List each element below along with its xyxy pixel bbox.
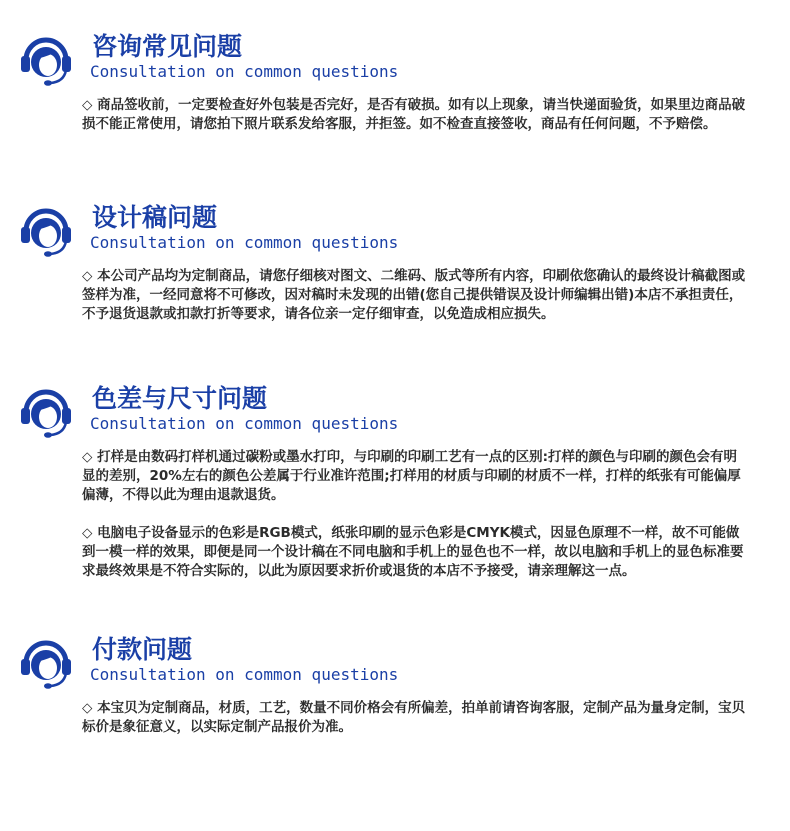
section-title: 设计稿问题 — [92, 203, 218, 232]
section-subtitle: Consultation on common questions — [90, 233, 399, 252]
section-paragraph: ◇ 本宝贝为定制商品，材质，工艺，数量不同价格会有所偏差，拍单前请咨询客服，定制产品为量身定制，宝贝标价是象征意义，以实际定制产品报价为准。 — [82, 700, 746, 735]
section-subtitle: Consultation on common questions — [90, 62, 399, 81]
section-subtitle: Consultation on common questions — [90, 414, 399, 433]
section-subtitle: Consultation on common questions — [90, 665, 399, 684]
section-paragraph: ◇ 电脑电子设备显示的色彩是RGB模式，纸张印刷的显示色彩是CMYK模式，因显色原理不一样，故不可能做到一模一样的效果，即便是同一个设计稿在不同电脑和手机上的显色也不一样，故以电脑和手机上的显色标准要求最终效果是不符合实际的，以此为原因要求折价或退货的本店不予接受，请亲理解这一点。 — [82, 525, 744, 579]
customer-service-headset-icon — [18, 635, 74, 691]
section-title: 色差与尺寸问题 — [92, 384, 268, 413]
section-paragraph: ◇ 打样是由数码打样机通过碳粉或墨水打印，与印刷的印刷工艺有一点的区别:打样的颜色与印刷的颜色会有明显的差别，20%左右的颜色公差属于行业准许范围;打样用的材质与印刷的材质不一样，打样的纸张有可能偏厚偏薄，不得以此为理由退款退货。 — [82, 449, 741, 503]
section-title: 咨询常见问题 — [92, 32, 243, 61]
section-paragraph: ◇ 商品签收前，一定要检查好外包装是否完好，是否有破损。如有以上现象，请当快递面验货，如果里边商品破损不能正常使用，请您拍下照片联系发给客服，并拒签。如不检查直接签收，商品有任何问题，不予赔偿。 — [82, 97, 746, 132]
customer-service-headset-icon — [18, 384, 74, 440]
customer-service-headset-icon — [18, 32, 74, 88]
section-title: 付款问题 — [92, 635, 193, 664]
customer-service-headset-icon — [18, 203, 74, 259]
section-paragraph: ◇ 本公司产品均为定制商品，请您仔细核对图文、二维码、版式等所有内容，印刷依您确认的最终设计稿截图或签样为准，一经同意将不可修改，因对稿时未发现的出错(您自己提供错误及设计师编辑出错)本店不承担责任，不予退货退款或扣款打折等要求，请各位亲一定仔细审查，以免造成相应损失。 — [82, 268, 746, 322]
